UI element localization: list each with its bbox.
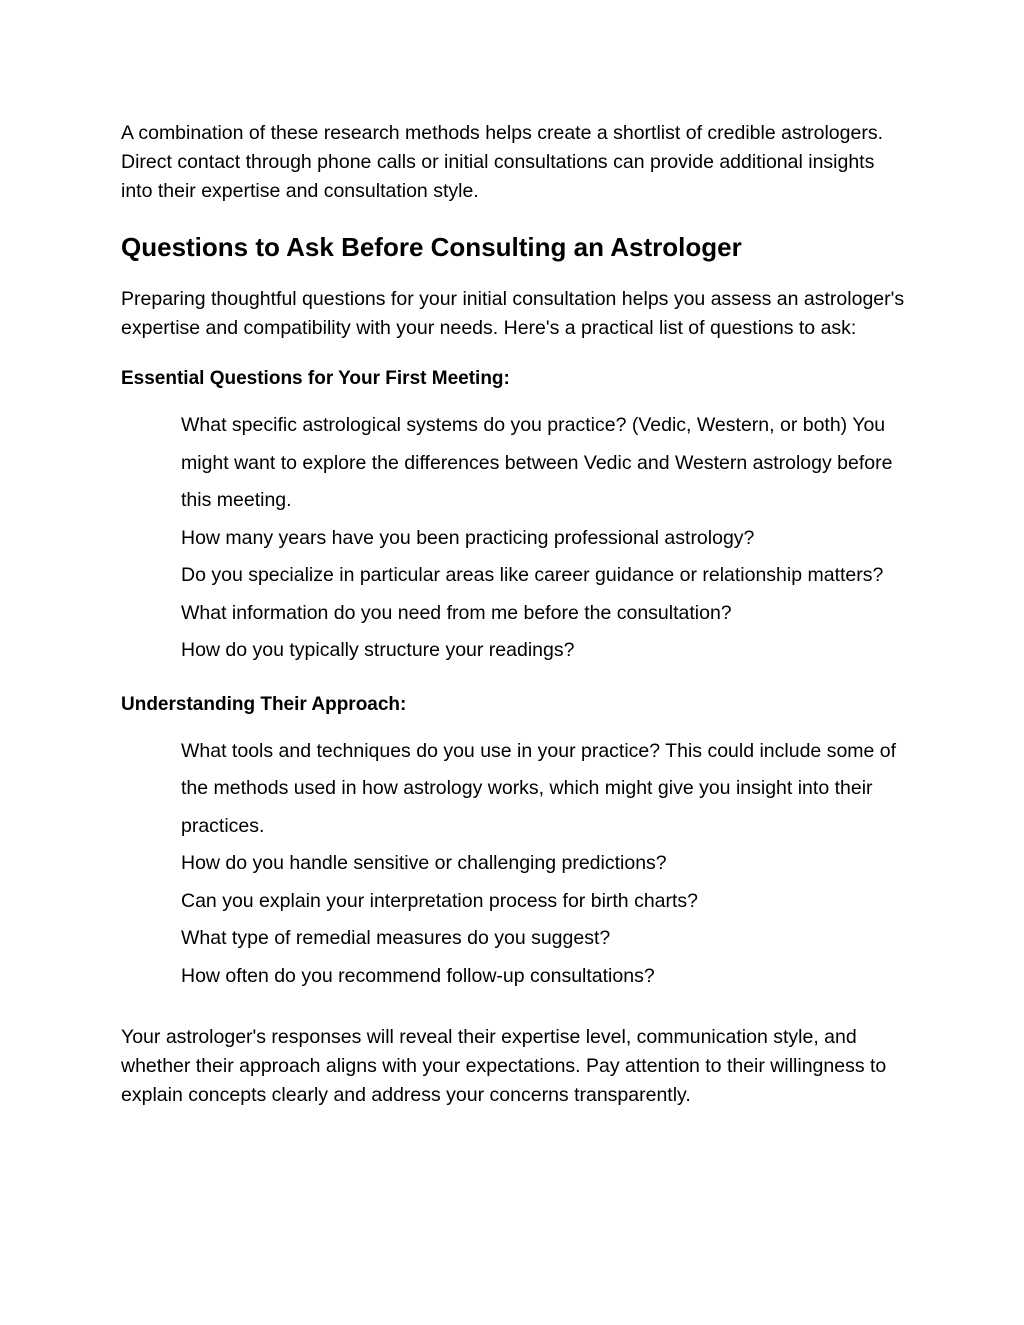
- list-item: What information do you need from me before the consultation?: [181, 601, 732, 624]
- list-item: Can you explain your interpretation process for birth charts?: [181, 889, 699, 912]
- closing-paragraph: Your astrologer's responses will reveal their expertise level, communication style, and whether their approach aligns with your expectations. Pay attention to their willingness to explain concepts clearly and address your concerns transparently.: [121, 1026, 887, 1106]
- list-item: Do you specialize in particular areas like career guidance or relationship matters?: [181, 564, 884, 586]
- list-item: How often do you recommend follow-up consultations?: [181, 964, 655, 987]
- list-item: What type of remedial measures do you suggest?: [181, 927, 611, 949]
- essential-questions-list: [121, 407, 911, 670]
- document-page: [121, 119, 911, 1110]
- list-item: What tools and techniques do you use in your practice? This could include some of the methods used in how astrology works, which might give you insight into their practices.: [181, 739, 897, 837]
- list-item: How many years have you been practicing professional astrology?: [181, 526, 755, 549]
- essential-questions-heading: Essential Questions for Your First Meeting:: [121, 368, 510, 389]
- list-item: How do you typically structure your readings?: [181, 639, 575, 661]
- list-item: How do you handle sensitive or challenging predictions?: [181, 852, 667, 874]
- section-heading: Questions to Ask Before Consulting an Astrologer: [121, 232, 742, 262]
- list-item: What specific astrological systems do you practice? (Vedic, Western, or both) You might want to explore the differences between Vedic and Western astrology before this meeting.: [181, 414, 893, 511]
- approach-questions-list: [121, 733, 911, 996]
- section-lead-paragraph: Preparing thoughtful questions for your initial consultation helps you assess an astrologer's expertise and compatibility with your needs. Here's a practical list of questions to ask:: [121, 288, 905, 339]
- intro-paragraph: A combination of these research methods helps create a shortlist of credible astrologers. Direct contact through phone calls or initial consultations can provide additional insights into their expertise and consultation style.: [121, 122, 883, 202]
- approach-heading: Understanding Their Approach:: [121, 693, 407, 715]
